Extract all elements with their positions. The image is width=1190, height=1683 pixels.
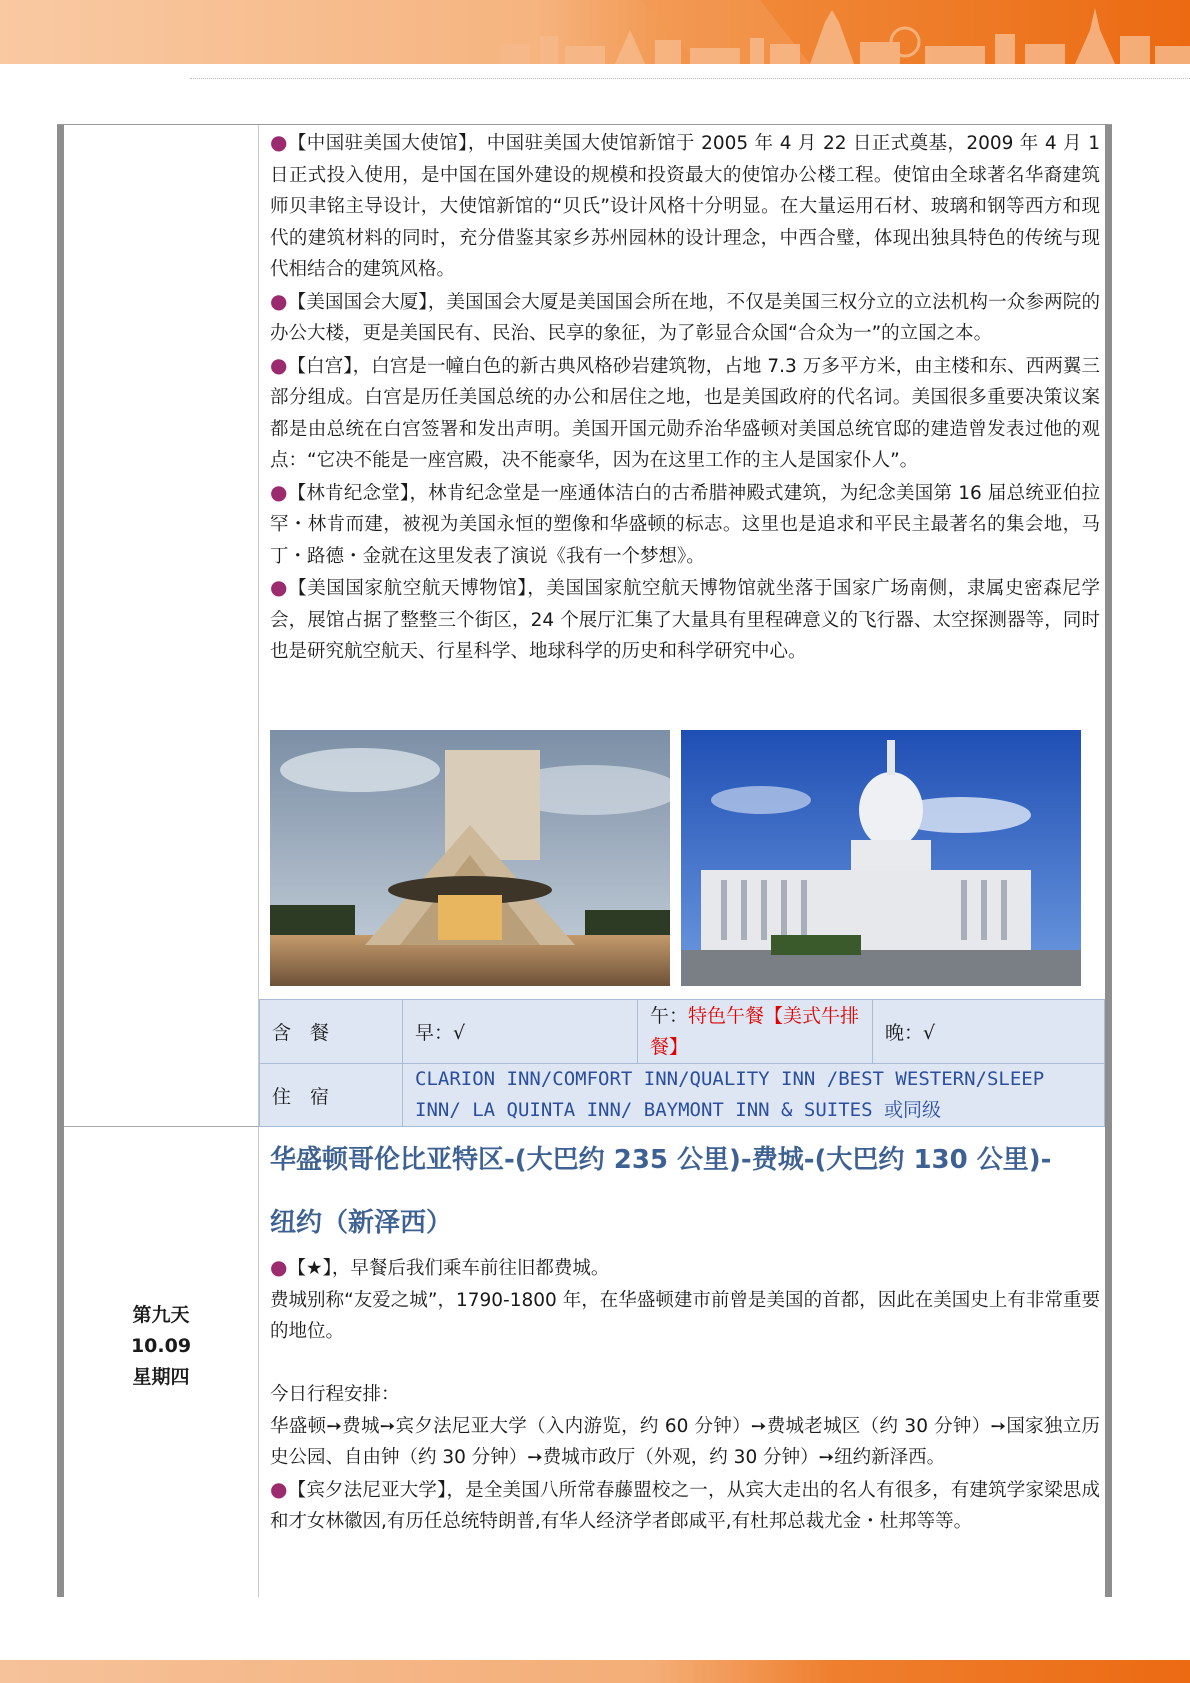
spacer (270, 1348, 1100, 1380)
day-weekday: 星期四 (132, 1366, 190, 1388)
bullet-icon: ● (270, 130, 288, 154)
bullet-icon: ● (270, 352, 288, 377)
skyline-decoration (0, 0, 1190, 64)
header-dotted-line (190, 78, 1190, 79)
bullet-icon: ● (270, 1476, 288, 1501)
table-right-border (1105, 125, 1112, 1597)
attractions-block (270, 127, 1100, 668)
attraction-capitol: ●【美国国会大厦】，美国国会大厦是美国国会所在地，不仅是美国三权分立的立法机构一众参两院的办公大楼，更是美国民有、民治、民享的象征，为了彰显合众国“合众为一”的立国之本。 (270, 288, 1100, 344)
capitol-photo (681, 730, 1081, 986)
attraction-embassy: ●【中国驻美国大使馆】，中国驻美国大使馆新馆于 2005 年 4 月 22 日正式奠基，2009 年 4 月 1 日正式投入使用，是中国在国外建设的规模和投资最大的使馆办公楼工程。使馆由全球著名华裔建筑师贝聿铭主导设计，大使馆新馆的“贝氏”设计风格十分明显。在大量运用石材、玻璃和钢等西方和现代的建筑材料的同时，充分借鉴其家乡苏州园林的设计理念，中西合璧，体现出独具特色的传统与现代相结合的建筑风格。 (270, 130, 1100, 280)
table-top-border (57, 124, 1112, 125)
column-divider (258, 125, 259, 1597)
meals-label: 含 餐 (260, 1000, 403, 1064)
header-banner (0, 0, 1190, 64)
day-date: 10.09 (130, 1335, 192, 1357)
day-label: 第九天 (132, 1304, 190, 1326)
schedule-label: 今日行程安排： (270, 1384, 400, 1405)
schedule-route: 华盛顿➙费城➙宾夕法尼亚大学（入内游览，约 60 分钟）➙费城老城区（约 30 分钟）➙国家独立历史公园、自由钟（约 30 分钟）➙费城市政厅（外观，约 30 分钟）➙纽约新泽西。 (270, 1415, 1100, 1468)
attraction-air-space-museum: ●【美国国家航空航天博物馆】，美国国家航空航天博物馆就坐落于国家广场南侧，隶属史密森尼学会，展馆占据了整整三个街区，24 个展厅汇集了大量具有里程碑意义的飞行器、太空探测器等，同时也是研究航空航天、行星科学、地球科学的历史和科学研究中心。 (270, 575, 1100, 662)
attraction-upenn: ●【宾夕法尼亚大学】，是全美国八所常春藤盟校之一，从宾大走出的名人有很多，有建筑学家梁思成和才女林徽因,有历任总统特朗普,有华人经济学者郎咸平,有杜邦总裁尤金・杜邦等等。 (270, 1476, 1100, 1532)
meals-hotel-table (259, 999, 1105, 1127)
attraction-lincoln-memorial: ●【林肯纪念堂】，林肯纪念堂是一座通体洁白的古希腊神殿式建筑，为纪念美国第 16 届总统亚伯拉罕・林肯而建，被视为美国永恒的塑像和华盛顿的标志。这里也是追求和平民主最著名的集会地，马丁・路德・金就在这里发表了演说《我有一个梦想》。 (270, 479, 1100, 567)
day9-star-item: ●【★】，早餐后我们乘车前往旧都费城。 (270, 1255, 610, 1279)
meal-breakfast: 早：√ (403, 1000, 638, 1064)
attraction-white-house: ●【白宫】，白宫是一幢白色的新古典风格砂岩建筑物，占地 7.3 万多平方米，由主楼和东、西两翼三部分组成。白宫是历任美国总统的办公和居住之地，也是美国政府的代名词。美国很多重要决策议案都是由总统在白宫签署和发出声明。美国开国元勋乔治华盛顿对美国总统官邸的建造曾发表过他的观点：“它决不能是一座宫殿，决不能豪华，因为在这里工作的主人是国家仆人”。 (270, 352, 1100, 471)
embassy-photo (270, 730, 670, 986)
table-left-border (57, 125, 64, 1597)
day9-intro: 费城别称“友爱之城”，1790-1800 年，在华盛顿建市前曾是美国的首都，因此在美国史上有非常重要的地位。 (270, 1289, 1100, 1342)
bullet-icon: ● (270, 479, 288, 504)
footer-banner (0, 1660, 1190, 1683)
bullet-icon: ● (270, 575, 289, 599)
hotel-label: 住 宿 (260, 1064, 403, 1127)
day-route-title: 华盛顿哥伦比亚特区-(大巴约 235 公里)-费城-(大巴约 130 公里)- 纽约（新泽西） (270, 1145, 1052, 1238)
day-info (64, 1300, 258, 1393)
day9-content (270, 1252, 1100, 1538)
bullet-icon: ● (270, 1255, 288, 1279)
meal-dinner: 晚：√ (873, 1000, 1105, 1064)
hotel-list: CLARION INN/COMFORT INN/QUALITY INN /BEST WESTERN/SLEEP INN/ LA QUINTA INN/ BAYMONT INN & SUITES 或同级 (403, 1064, 1105, 1127)
bullet-icon: ● (270, 288, 288, 313)
meal-lunch: 午：特色午餐【美式牛排餐】 (638, 1000, 873, 1064)
